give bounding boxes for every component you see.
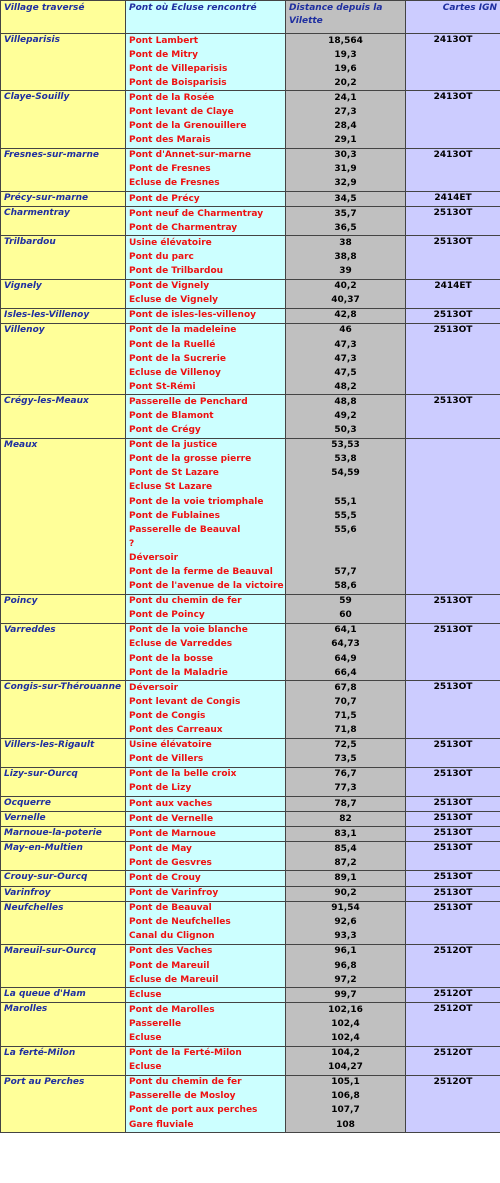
table-row [1,796,500,811]
distance-cell [286,537,406,551]
header-distance: Distance depuis la Vilette [286,1,406,34]
bridge-cell: Passerelle de Mosloy [126,1090,286,1104]
bridge-cell: Ecluse St Lazare [126,481,286,495]
distance-cell: 67,8 [286,681,406,696]
distance-cell: 97,2 [286,973,406,988]
bridge-cell: Ecluse de Varreddes [126,638,286,652]
bridge-cell: Pont des Vaches [126,944,286,959]
distance-cell: 27,3 [286,105,406,119]
distance-cell: 24,1 [286,91,406,106]
bridge-cell: Usine élévatoire [126,738,286,753]
village-cell: Précy-sur-marne [1,192,126,207]
distance-cell: 106,8 [286,1090,406,1104]
distance-cell: 30,3 [286,148,406,163]
bridge-cell: Pont neuf de Charmentray [126,207,286,222]
distance-cell: 104,2 [286,1046,406,1061]
bridge-cell: Ecluse [126,1061,286,1076]
distance-cell: 20,2 [286,76,406,91]
distance-cell: 32,9 [286,177,406,192]
distance-cell: 57,7 [286,565,406,579]
distance-cell: 102,16 [286,1003,406,1018]
distance-cell: 91,54 [286,901,406,916]
ign-map-cell: 2413OT [406,34,500,91]
table-row [1,323,500,338]
bridge-cell: Pont de la Ruellé [126,338,286,352]
bridge-cell: Pont de Beauval [126,901,286,916]
distance-cell: 47,3 [286,338,406,352]
distance-cell: 34,5 [286,192,406,207]
bridge-cell: Pont de Fublaines [126,509,286,523]
village-cell: Charmentray [1,207,126,236]
bridge-cell: Pont de May [126,842,286,857]
distance-cell: 96,8 [286,959,406,973]
ign-map-cell: 2513OT [406,323,500,394]
bridge-cell: Pont de la Maladrie [126,666,286,681]
distance-cell: 71,8 [286,724,406,739]
ign-map-cell: 2512OT [406,1046,500,1075]
table-row [1,1046,500,1061]
bridge-cell: Déversoir [126,551,286,565]
village-cell: La queue d'Ham [1,988,126,1003]
distance-cell: 107,7 [286,1104,406,1118]
village-cell: Poincy [1,594,126,623]
bridge-cell: ? [126,537,286,551]
bridge-cell: Pont d'Annet-sur-marne [126,148,286,163]
ign-map-cell: 2513OT [406,594,500,623]
bridge-cell: Canal du Clignon [126,930,286,945]
village-cell: Trilbardou [1,236,126,279]
distance-cell: 55,5 [286,509,406,523]
distance-cell: 70,7 [286,695,406,709]
bridge-cell: Pont de isles-les-villenoy [126,308,286,323]
table-row [1,207,500,222]
bridge-cell: Ecluse de Mareuil [126,973,286,988]
distance-cell: 93,3 [286,930,406,945]
bridge-cell: Ecluse [126,1031,286,1046]
bridge-cell: Pont de la ferme de Beauval [126,565,286,579]
bridge-cell: Ecluse de Villenoy [126,366,286,380]
bridge-cell: Pont des Marais [126,134,286,149]
bridge-cell: Pont de Mitry [126,48,286,62]
distance-cell: 36,5 [286,221,406,236]
table-row [1,192,500,207]
bridge-cell: Pont de la Grenouillere [126,120,286,134]
ign-map-cell: 2513OT [406,207,500,236]
ign-map-cell: 2513OT [406,886,500,901]
bridge-cell: Pont de Lizy [126,782,286,797]
ign-map-cell [406,438,500,594]
bridge-cell: Pont de la voie blanche [126,623,286,638]
distance-cell: 59 [286,594,406,609]
distance-cell: 108 [286,1118,406,1133]
bridge-cell: Pont du chemin de fer [126,1075,286,1090]
distance-cell: 40,2 [286,279,406,294]
distance-cell: 105,1 [286,1075,406,1090]
village-cell: Varinfroy [1,886,126,901]
bridge-cell: Pont de Neufchelles [126,916,286,930]
bridge-cell: Pont de Villers [126,753,286,768]
distance-cell: 102,4 [286,1017,406,1031]
table-row [1,886,500,901]
village-cell: Marolles [1,1003,126,1046]
village-cell: Neufchelles [1,901,126,944]
header-bridge: Pont où Ecluse rencontré [126,1,286,34]
header-row [1,1,500,34]
ign-map-cell: 2513OT [406,901,500,944]
bridge-cell: Gare fluviale [126,1118,286,1133]
ign-map-cell: 2513OT [406,767,500,796]
village-cell: Isles-les-Villenoy [1,308,126,323]
table-row [1,738,500,753]
distance-cell: 38,8 [286,250,406,264]
bridge-cell: Pont de Boisparisis [126,76,286,91]
bridge-cell: Ecluse [126,988,286,1003]
distance-cell: 76,7 [286,767,406,782]
ign-map-cell: 2512OT [406,988,500,1003]
ign-map-cell: 2513OT [406,871,500,886]
distance-cell: 54,59 [286,467,406,481]
bridge-cell: Pont du parc [126,250,286,264]
bridge-cell: Pont de Varinfroy [126,886,286,901]
distance-cell: 47,5 [286,366,406,380]
distance-cell: 46 [286,323,406,338]
distance-cell: 18,564 [286,34,406,49]
ign-map-cell: 2513OT [406,842,500,871]
bridge-cell: Pont levant de Claye [126,105,286,119]
village-cell: Villeparisis [1,34,126,91]
header-village: Village traversé [1,1,126,34]
village-cell: Mareuil-sur-Ourcq [1,944,126,987]
distance-cell: 39 [286,265,406,280]
bridge-cell: Pont de Marnoue [126,827,286,842]
table-row [1,148,500,163]
distance-cell: 102,4 [286,1031,406,1046]
bridge-cell: Pont de Mareuil [126,959,286,973]
ign-map-cell: 2513OT [406,796,500,811]
bridge-cell: Pont des Carreaux [126,724,286,739]
ign-map-cell: 2513OT [406,812,500,827]
village-cell: Port au Perches [1,1075,126,1132]
distance-cell: 47,3 [286,352,406,366]
distance-cell: 87,2 [286,856,406,871]
bridge-cell: Passerelle [126,1017,286,1031]
bridge-cell: Pont de l'avenue de la victoire [126,580,286,595]
table-row [1,395,500,410]
table-row [1,34,500,49]
ign-map-cell: 2414ET [406,192,500,207]
village-cell: Villers-les-Rigault [1,738,126,767]
bridge-cell: Pont de la voie triomphale [126,495,286,509]
ign-map-cell: 2512OT [406,1003,500,1046]
bridge-cell: Pont de Congis [126,709,286,723]
distance-cell: 31,9 [286,163,406,177]
table-row [1,842,500,857]
bridge-cell: Pont de la bosse [126,652,286,666]
village-cell: Vernelle [1,812,126,827]
village-cell: Marnoue-la-poterie [1,827,126,842]
distance-cell: 83,1 [286,827,406,842]
village-cell: Meaux [1,438,126,594]
bridge-cell: Pont du chemin de fer [126,594,286,609]
ign-map-cell: 2512OT [406,944,500,987]
ign-map-cell: 2513OT [406,681,500,738]
village-cell: Crégy-les-Meaux [1,395,126,438]
table-row [1,1075,500,1090]
distance-cell: 28,4 [286,120,406,134]
distance-cell: 49,2 [286,409,406,423]
ign-map-cell: 2413OT [406,148,500,191]
distance-cell: 85,4 [286,842,406,857]
bridge-cell: Pont de Précy [126,192,286,207]
header-ign-map: Cartes IGN [406,1,500,34]
bridge-cell: Pont de St Lazare [126,467,286,481]
distance-cell: 55,1 [286,495,406,509]
bridge-cell: Pont de Trilbardou [126,265,286,280]
distance-cell [286,551,406,565]
table-row [1,901,500,916]
bridge-cell: Pont de Poincy [126,609,286,624]
bridge-cell: Pont de Vernelle [126,812,286,827]
distance-cell: 19,3 [286,48,406,62]
distance-cell: 72,5 [286,738,406,753]
bridge-cell: Déversoir [126,681,286,696]
distance-cell: 64,1 [286,623,406,638]
table-row [1,944,500,959]
distance-cell: 78,7 [286,796,406,811]
village-cell: Ocquerre [1,796,126,811]
distance-cell: 89,1 [286,871,406,886]
village-cell: Villenoy [1,323,126,394]
bridge-cell: Pont St-Rémi [126,380,286,395]
distance-cell: 40,37 [286,294,406,309]
ign-map-cell: 2513OT [406,827,500,842]
bridge-cell: Pont de la justice [126,438,286,453]
table-row [1,1003,500,1018]
distance-cell: 53,53 [286,438,406,453]
distance-cell: 50,3 [286,424,406,439]
distance-cell: 77,3 [286,782,406,797]
bridge-cell: Pont de la Sucrerie [126,352,286,366]
bridge-cell: Passerelle de Penchard [126,395,286,410]
ign-map-cell: 2513OT [406,623,500,680]
bridge-cell: Pont de la belle croix [126,767,286,782]
bridge-cell: Ecluse de Fresnes [126,177,286,192]
distance-cell: 90,2 [286,886,406,901]
distance-cell: 82 [286,812,406,827]
distance-cell: 38 [286,236,406,251]
bridge-cell: Pont de la grosse pierre [126,453,286,467]
village-cell: Lizy-sur-Ourcq [1,767,126,796]
village-cell: Crouy-sur-Ourcq [1,871,126,886]
distance-cell: 19,6 [286,62,406,76]
distance-cell [286,481,406,495]
ign-map-cell: 2512OT [406,1075,500,1132]
table-row [1,594,500,609]
village-cell: Claye-Souilly [1,91,126,148]
bridge-cell: Pont de la madeleine [126,323,286,338]
bridge-cell: Pont de Blamont [126,409,286,423]
table-row [1,871,500,886]
village-cell: May-en-Multien [1,842,126,871]
table-row [1,308,500,323]
bridge-cell: Pont de Vignely [126,279,286,294]
distance-cell: 29,1 [286,134,406,149]
distance-cell: 60 [286,609,406,624]
bridge-cell: Usine élévatoire [126,236,286,251]
table-row [1,988,500,1003]
bridge-cell: Pont de Villeparisis [126,62,286,76]
table-row [1,279,500,294]
distance-cell: 55,6 [286,523,406,537]
ign-map-cell: 2513OT [406,395,500,438]
bridge-cell: Pont de Gesvres [126,856,286,871]
bridge-cell: Pont de la Ferté-Milon [126,1046,286,1061]
distance-cell: 104,27 [286,1061,406,1076]
table-row [1,623,500,638]
village-cell: La ferté-Milon [1,1046,126,1075]
distance-cell: 48,2 [286,380,406,395]
bridge-cell: Pont Lambert [126,34,286,49]
distance-cell: 99,7 [286,988,406,1003]
bridge-cell: Ecluse de Vignely [126,294,286,309]
table-row [1,236,500,251]
table-body [1,34,500,1133]
table-row [1,812,500,827]
bridge-cell: Pont de Charmentray [126,221,286,236]
bridge-cell: Pont de port aux perches [126,1104,286,1118]
village-cell: Fresnes-sur-marne [1,148,126,191]
ign-map-cell: 2513OT [406,308,500,323]
distance-cell: 71,5 [286,709,406,723]
distance-cell: 35,7 [286,207,406,222]
distance-cell: 64,9 [286,652,406,666]
ign-map-cell: 2513OT [406,236,500,279]
bridge-cell: Passerelle de Beauval [126,523,286,537]
distance-cell: 73,5 [286,753,406,768]
ign-map-cell: 2413OT [406,91,500,148]
table-row [1,91,500,106]
bridge-cell: Pont de Crégy [126,424,286,439]
table-row [1,767,500,782]
distance-cell: 64,73 [286,638,406,652]
bridge-cell: Pont aux vaches [126,796,286,811]
bridge-cell: Pont de Crouy [126,871,286,886]
distance-cell: 53,8 [286,453,406,467]
village-cell: Vignely [1,279,126,308]
table-row [1,827,500,842]
distance-cell: 66,4 [286,666,406,681]
distance-cell: 48,8 [286,395,406,410]
village-cell: Varreddes [1,623,126,680]
distance-cell: 96,1 [286,944,406,959]
distance-cell: 92,6 [286,916,406,930]
distance-cell: 42,8 [286,308,406,323]
village-cell: Congis-sur-Thérouanne [1,681,126,738]
bridge-cell: Pont de la Rosée [126,91,286,106]
table-row [1,438,500,453]
bridge-cell: Pont de Marolles [126,1003,286,1018]
bridge-cell: Pont de Fresnes [126,163,286,177]
bridge-cell: Pont levant de Congis [126,695,286,709]
ign-map-cell: 2414ET [406,279,500,308]
distance-cell: 58,6 [286,580,406,595]
table-row [1,681,500,696]
ign-map-cell: 2513OT [406,738,500,767]
